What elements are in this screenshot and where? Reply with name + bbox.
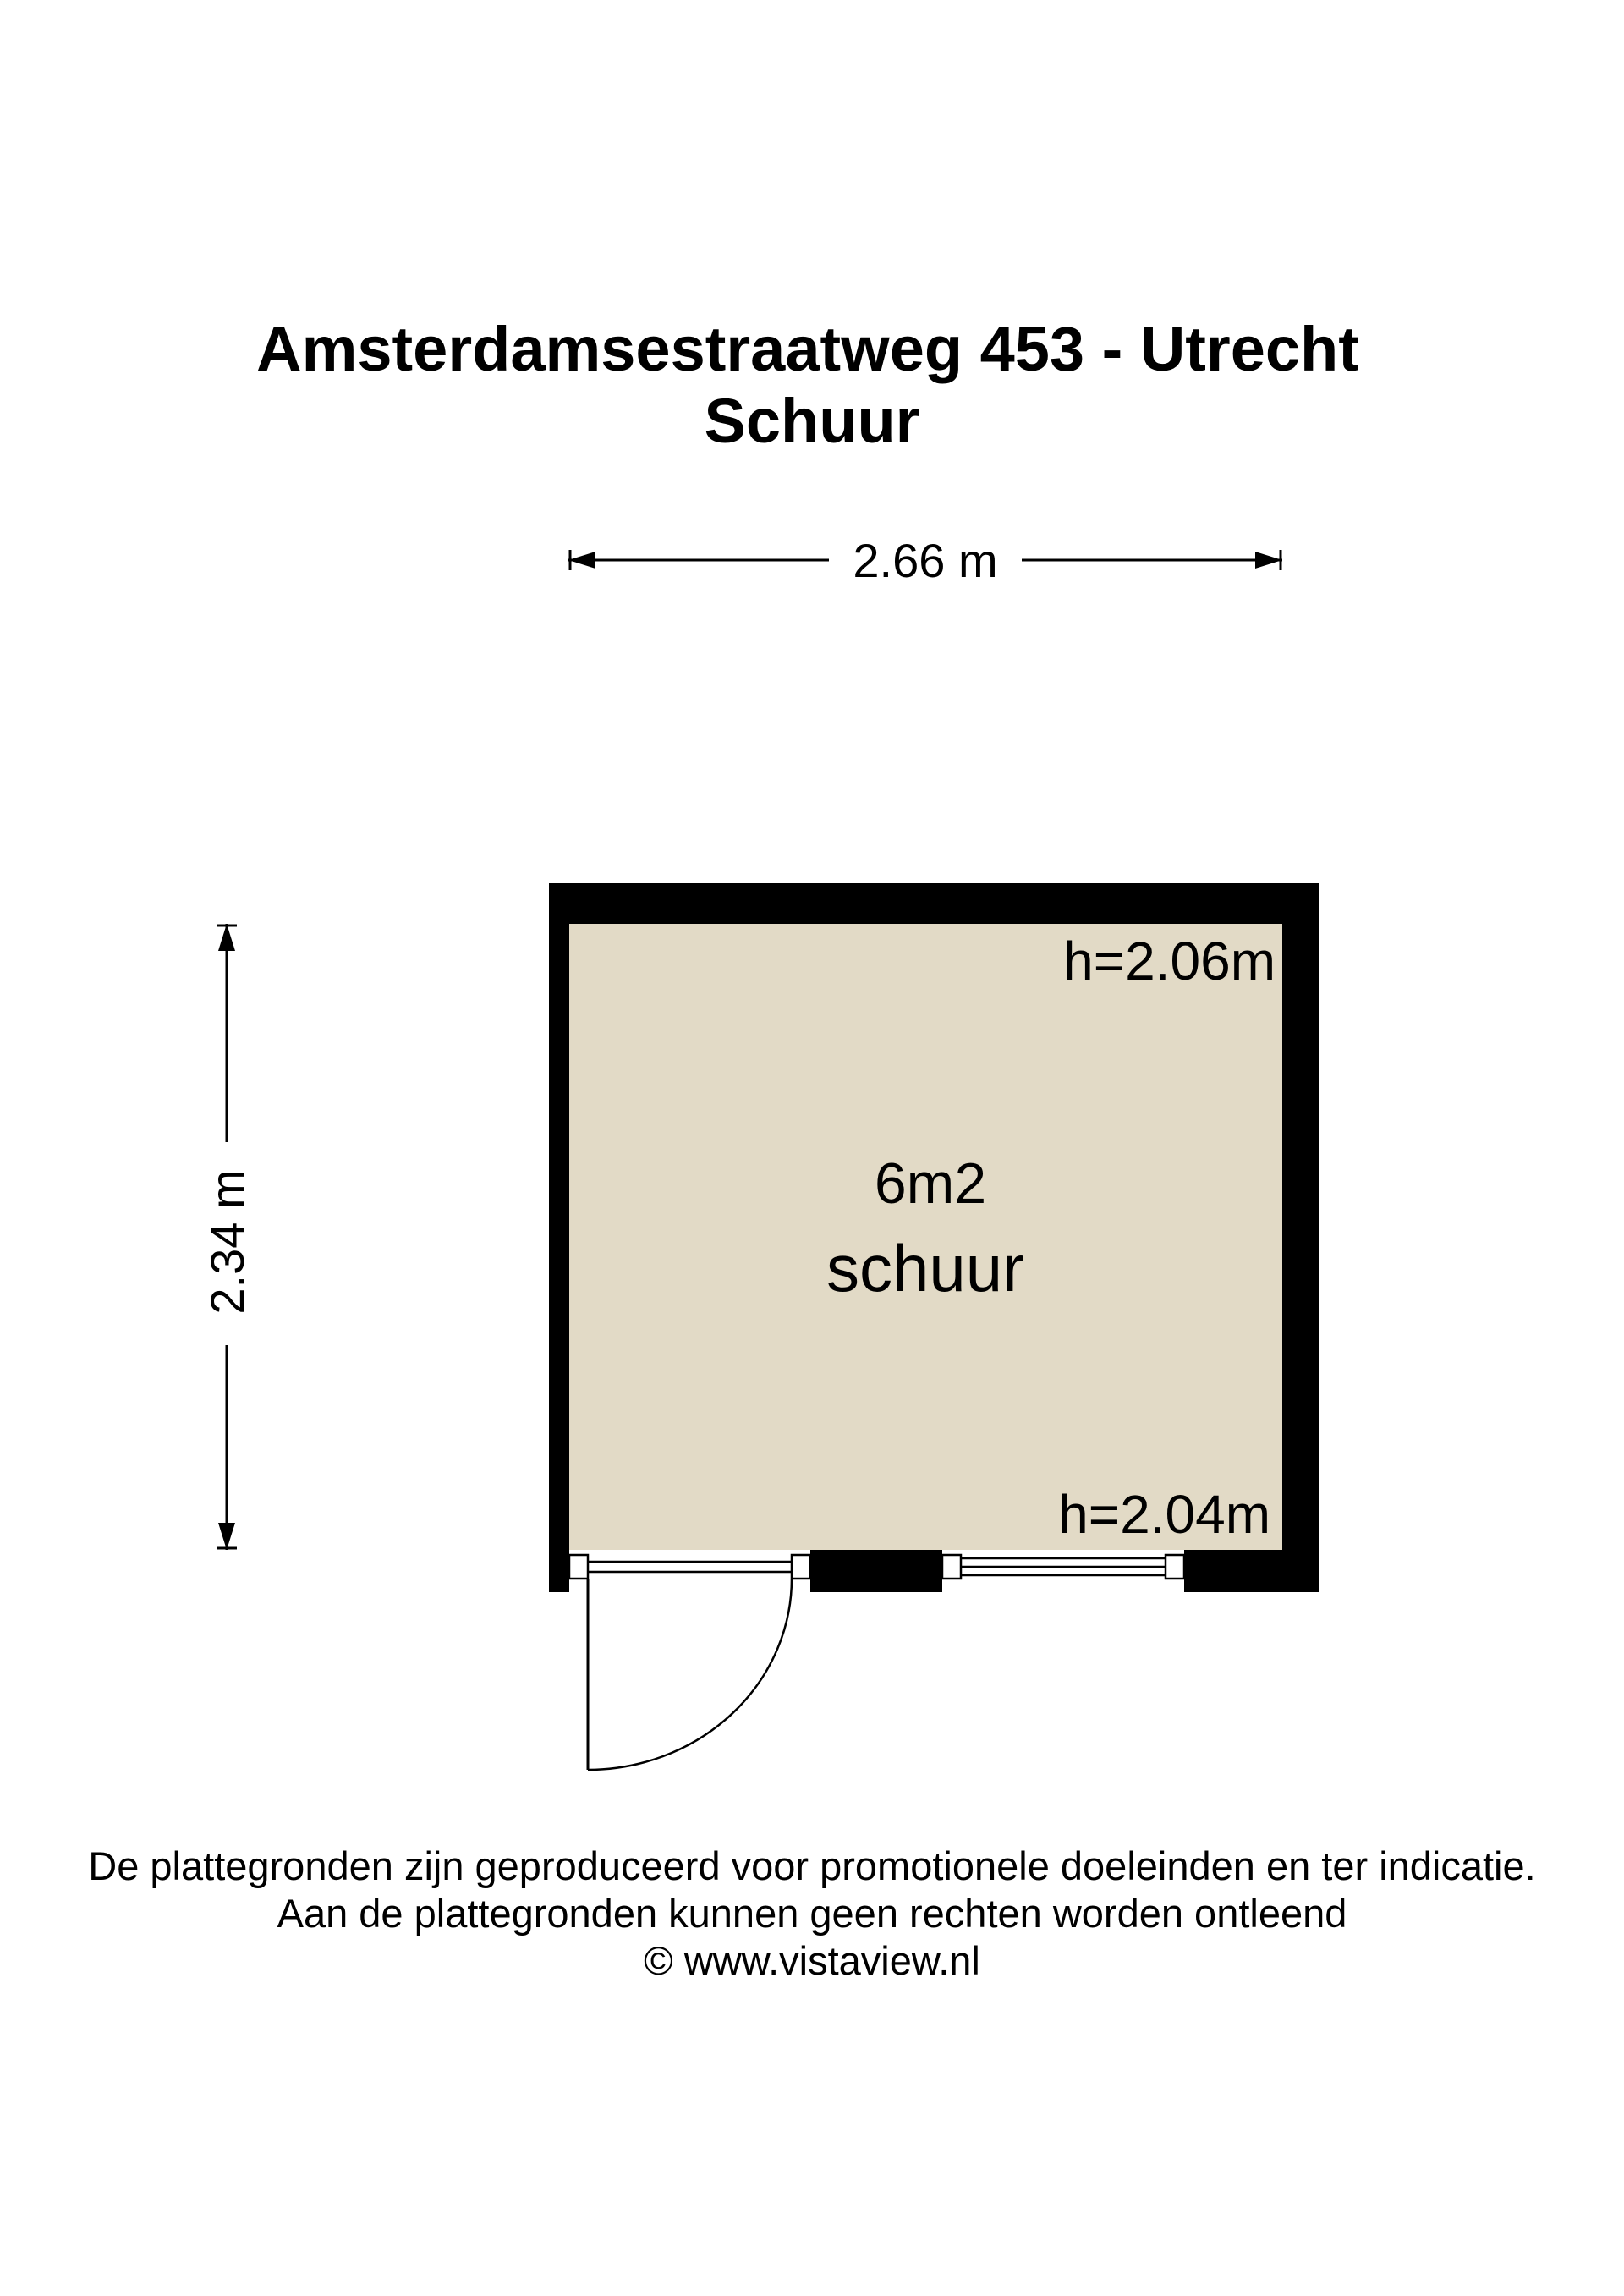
plan-title-address: Amsterdamsestraatweg 453 - Utrecht bbox=[256, 314, 1359, 384]
arrow-left-icon bbox=[568, 552, 595, 569]
wall-bottom-middle bbox=[810, 1550, 942, 1592]
width-label: 2.66 m bbox=[853, 534, 998, 587]
arrow-up-icon bbox=[218, 924, 235, 951]
door bbox=[569, 1555, 810, 1770]
arrow-down-icon bbox=[218, 1523, 235, 1550]
ceiling-height-top: h=2.06m bbox=[1063, 931, 1276, 991]
ceiling-height-bottom: h=2.04m bbox=[1058, 1484, 1270, 1545]
copyright-link[interactable]: © www.vistaview.nl bbox=[644, 1938, 980, 1983]
room-area: 6m2 bbox=[874, 1151, 987, 1216]
wall-top bbox=[549, 883, 1320, 924]
wall-right bbox=[1282, 883, 1320, 1592]
width-dimension bbox=[568, 534, 1282, 587]
plan-title-building: Schuur bbox=[704, 386, 920, 456]
window bbox=[942, 1555, 1184, 1579]
arrow-right-icon bbox=[1255, 552, 1282, 569]
wall-bottom-right bbox=[1184, 1550, 1282, 1592]
height-label: 2.34 m bbox=[200, 1169, 254, 1315]
disclaimer-line-1: De plattegronden zijn geproduceerd voor promotionele doeleinden en ter indicatie. bbox=[88, 1843, 1536, 1888]
height-dimension bbox=[200, 924, 254, 1550]
wall-left bbox=[549, 883, 569, 1592]
disclaimer-line-2: Aan de plattegronden kunnen geen rechten worden ontleend bbox=[277, 1891, 1347, 1936]
room-name: schuur bbox=[826, 1231, 1025, 1305]
